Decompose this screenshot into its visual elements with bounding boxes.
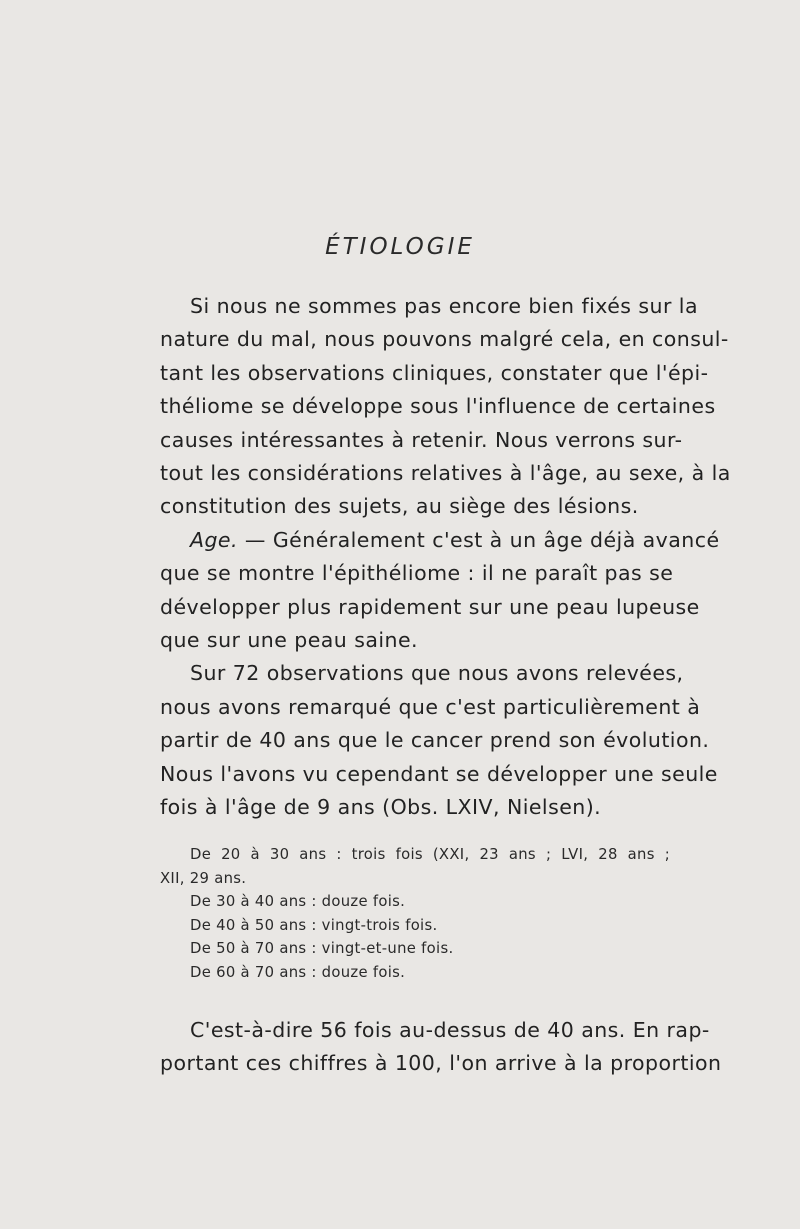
text-line: causes intéressantes à retenir. Nous verrons sur- xyxy=(160,427,683,452)
list-item: De 60 à 70 ans : douze fois. xyxy=(190,963,406,981)
text-line: fois à l'âge de 9 ans (Obs. LXIV, Nielsen). xyxy=(160,795,602,820)
closing-text xyxy=(160,1014,722,1081)
text-fragment: — Généralement c'est à un âge déjà avancé xyxy=(237,527,720,552)
text-line: Sur 72 observations que nous avons relevées, xyxy=(190,661,684,686)
text-line: partir de 40 ans que le cancer prend son évolution. xyxy=(160,728,710,753)
age-distribution-list xyxy=(160,843,670,985)
list-item: De 50 à 70 ans : vingt-et-une fois. xyxy=(190,940,454,958)
main-text xyxy=(160,290,731,825)
text-line: C'est-à-dire 56 fois au-dessus de 40 ans. En rap- xyxy=(190,1018,710,1042)
list-item: De 30 à 40 ans : douze fois. xyxy=(190,893,406,911)
text-line: Nous l'avons vu cependant se développer une seule xyxy=(160,761,718,786)
text-line: tant les observations cliniques, constater que l'épi- xyxy=(160,360,709,385)
list-item: XII, 29 ans. xyxy=(160,869,247,887)
text-line xyxy=(160,524,720,557)
text-line: constitution des sujets, au siège des lésions. xyxy=(160,494,639,519)
text-line: nature du mal, nous pouvons malgré cela, en consul- xyxy=(160,327,729,352)
text-line: tout les considérations relatives à l'âge, au sexe, à la xyxy=(160,461,731,486)
list-item: De 20 à 30 ans : trois fois (XXI, 23 ans ; LVI, 28 ans ; xyxy=(190,846,670,863)
text-line: que sur une peau saine. xyxy=(160,628,418,653)
chapter-title: ÉTIOLOGIE xyxy=(325,234,475,260)
section-label-age: Age. xyxy=(190,527,238,552)
text-line: nous avons remarqué que c'est particulièrement à xyxy=(160,694,701,719)
text-line: développer plus rapidement sur une peau lupeuse xyxy=(160,594,700,619)
text-line: Si nous ne sommes pas encore bien fixés sur la xyxy=(190,294,698,318)
text-line: théliome se développe sous l'influence de certaines xyxy=(160,394,716,419)
text-line: portant ces chiffres à 100, l'on arrive à la proportion xyxy=(160,1051,722,1076)
list-item: De 40 à 50 ans : vingt-trois fois. xyxy=(190,916,438,934)
text-line: que se montre l'épithéliome : il ne paraît pas se xyxy=(160,561,674,586)
